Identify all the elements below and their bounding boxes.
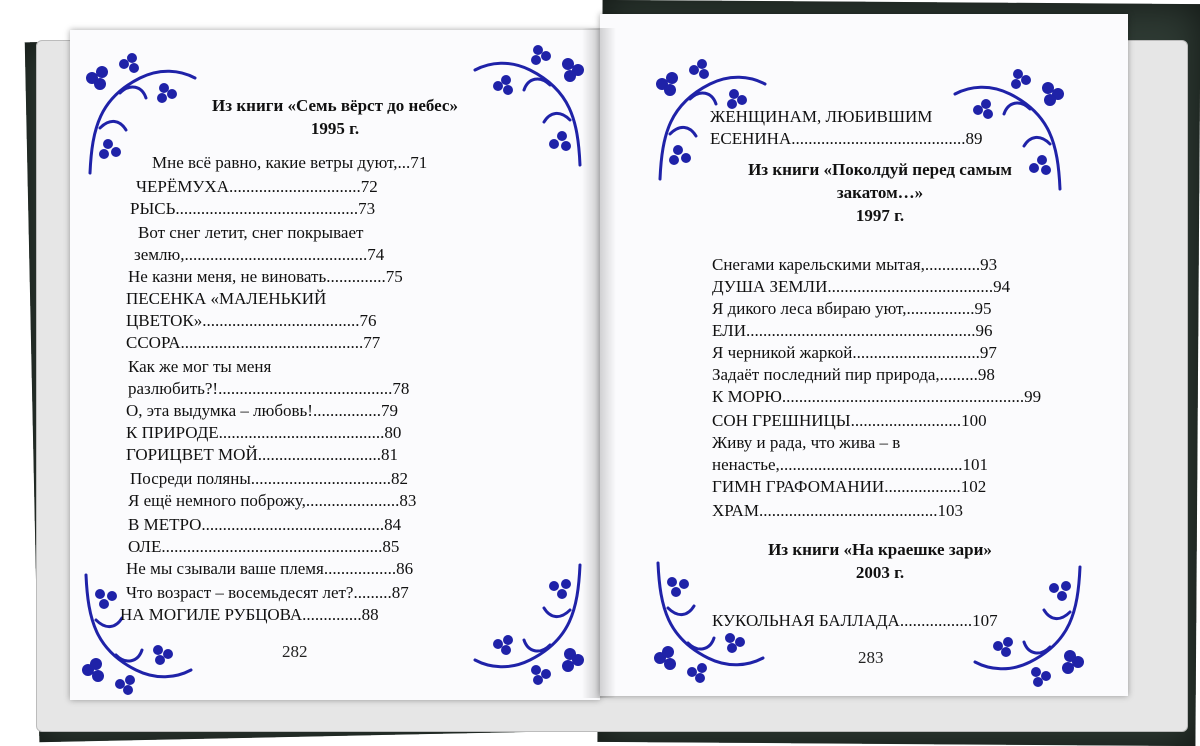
toc-entry: Снегами карельскими мытая,.............93 (712, 255, 998, 274)
toc-entry: ненастье,...........................................101 (712, 455, 989, 474)
page-number: 283 (858, 648, 884, 667)
toc-entry: Как же мог ты меня (128, 357, 272, 376)
toc-entry: ЧЕРЁМУХА...............................72 (136, 177, 378, 196)
toc-entry: землю,...........................................74 (134, 245, 385, 264)
heading-year: 2003 г. (855, 563, 905, 582)
right-page (600, 14, 1128, 696)
left-page (70, 30, 600, 700)
toc-entry: РЫСЬ...........................................73 (130, 199, 376, 218)
toc-entry: Живу и рада, что жива – в (712, 433, 901, 452)
toc-entry: ДУША ЗЕМЛИ.......................................94 (712, 277, 1011, 296)
toc-entry: К ПРИРОДЕ.......................................80 (126, 423, 402, 442)
toc-entry: КУКОЛЬНАЯ БАЛЛАДА.................107 (712, 611, 998, 630)
toc-entry: Я ещё немного поброжу,......................83 (128, 491, 417, 510)
toc-entry: ЕСЕНИНА.........................................89 (710, 129, 983, 148)
heading-line: закатом…» (836, 183, 924, 202)
heading-line: Из книги «На краешке зари» (768, 540, 992, 559)
toc-entry: ЖЕНЩИНАМ, ЛЮБИВШИМ (710, 107, 933, 126)
toc-entry: Что возраст – восемьдесят лет?.........87 (126, 583, 409, 602)
toc-entry: Я дикого леса вбираю уют,................95 (712, 299, 992, 318)
toc-entry: ПЕСЕНКА «МАЛЕНЬКИЙ (126, 289, 327, 308)
toc-entry: Не казни меня, не виновать..............75 (128, 267, 403, 286)
section-heading (700, 158, 1060, 227)
toc-entry: К МОРЮ.........................................................99 (712, 387, 1042, 406)
toc-entry: разлюбить?!.........................................78 (128, 379, 410, 398)
section-heading (160, 94, 510, 140)
toc-entry: Не мы сзывали ваше племя.................86 (126, 559, 414, 578)
toc-entry: НА МОГИЛЕ РУБЦОВА..............88 (120, 605, 379, 624)
page-number: 282 (282, 642, 308, 661)
toc-entry: ХРАМ..........................................103 (712, 501, 963, 520)
toc-entry: СОН ГРЕШНИЦЫ..........................100 (712, 411, 987, 430)
toc-entry: Я черникой жаркой..............................97 (712, 343, 997, 362)
heading-line: Из книги «Семь вёрст до небес» (212, 96, 458, 115)
toc-entry: ССОРА...........................................77 (126, 333, 381, 352)
heading-year: 1995 г. (310, 119, 360, 138)
toc-entry: Вот снег летит, снег покрывает (138, 223, 364, 242)
toc-entry: ЕЛИ......................................................96 (712, 321, 993, 340)
toc-entry: ЦВЕТОК».....................................76 (126, 311, 377, 330)
toc-entry: В МЕТРО...........................................84 (128, 515, 402, 534)
heading-line: Из книги «Поколдуй перед самым (748, 160, 1012, 179)
toc-entry: Посреди поляны.................................82 (130, 469, 409, 488)
toc-entry: ГОРИЦВЕТ МОЙ.............................81 (126, 445, 398, 464)
toc-entry: Мне всё равно, какие ветры дуют,...71 (152, 153, 428, 172)
floral-corner-ornament-bottom-right (470, 560, 590, 690)
toc-entry: ОЛЕ....................................................85 (128, 537, 400, 556)
toc-entry: Задаёт последний пир природа,.........98 (712, 365, 995, 384)
heading-year: 1997 г. (855, 206, 905, 225)
section-heading (710, 538, 1050, 584)
toc-entry: ГИМН ГРАФОМАНИИ..................102 (712, 477, 987, 496)
toc-entry: О, эта выдумка – любовь!................79 (126, 401, 398, 420)
